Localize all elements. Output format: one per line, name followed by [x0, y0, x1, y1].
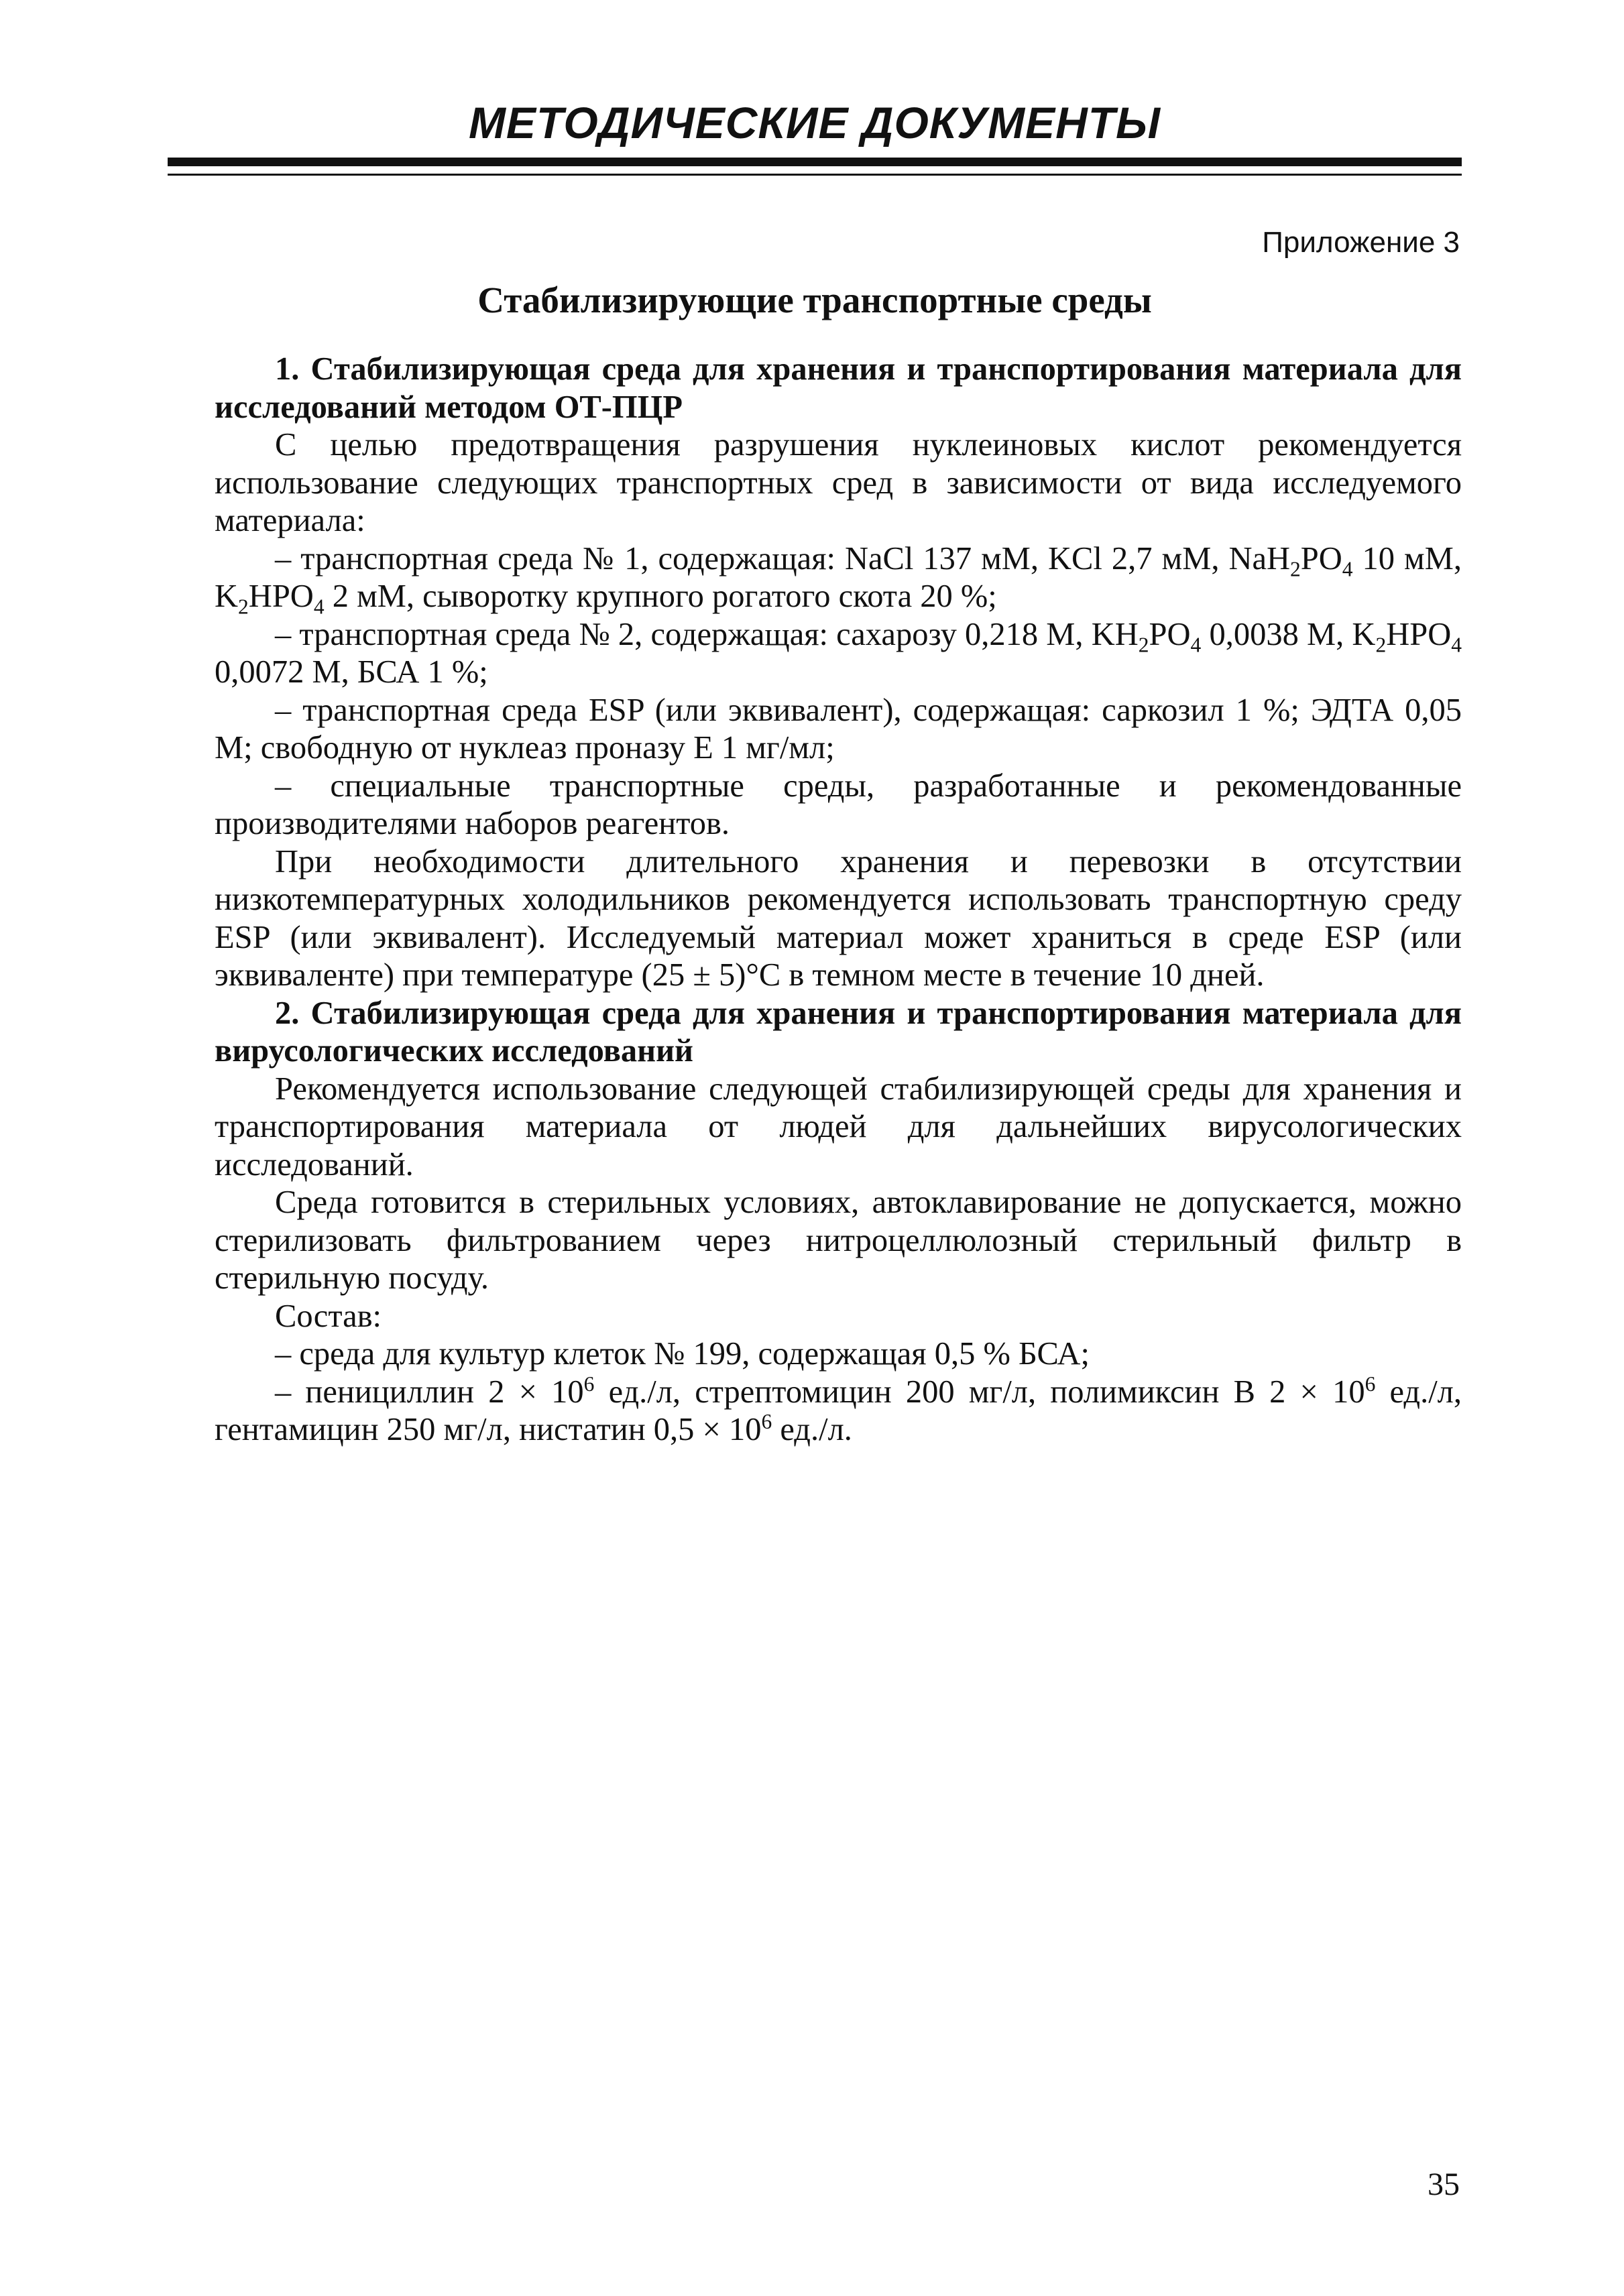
medium-2-sub-h: 4 — [1451, 633, 1462, 657]
medium-2-item — [215, 616, 1462, 692]
medium-2-text-c: PO — [1149, 616, 1191, 652]
document-body — [215, 351, 1462, 1449]
medium-2-sub-b: 2 — [1138, 633, 1149, 657]
medium-1-item — [215, 540, 1462, 619]
section-2-paragraph-2: Среда готовится в стерильных условиях, автоклавирование не допускается, можно стерилизовать фильтрованием через нитроцеллюлозный стерильный фильтр в стерильную посуду. — [215, 1185, 1462, 1296]
medium-2-text-i: 0,0072 М, БСА 1 %; — [215, 654, 488, 690]
page-number: 35 — [1428, 2167, 1460, 2202]
medium-1-text-a: – транспортная среда № 1, содержащая: NaCl 137 мМ, KCl 2,7 мМ, NaH — [275, 540, 1291, 577]
composition-label: Состав: — [275, 1298, 382, 1334]
section-2-paragraph-1: Рекомендуется использование следующей стабилизирующей среды для хранения и транспортирования материала от людей для дальнейших вирусологических исследований. — [215, 1071, 1462, 1183]
composition-2-sup-b: 6 — [583, 1372, 595, 1396]
running-header: МЕТОДИЧЕСКИЕ ДОКУМЕНТЫ — [468, 98, 1161, 147]
storage-note: При необходимости длительного хранения и перевозки в отсутствии низкотемпературных холодильников рекомендуется использовать транспортную среду ESP (или эквивалент). Исследуемый материал может храниться в среде ESP (или эквиваленте) при температуре (25 ± 5)°С в темном месте в течение 10 дней. — [215, 843, 1462, 993]
composition-2-sup-f: 6 — [761, 1409, 772, 1433]
medium-2-sub-f: 2 — [1375, 633, 1387, 657]
medium-1-text-c: PO — [1300, 540, 1342, 577]
composition-2-text-e: ед./л, гентамицин 250 мг/л, нистатин 0,5 × 10 — [215, 1374, 1462, 1447]
medium-1-sub-d: 4 — [1342, 557, 1353, 581]
composition-2-sup-d: 6 — [1365, 1372, 1376, 1396]
medium-2-text-a: – транспортная среда № 2, содержащая: сахарозу 0,218 М, KH — [275, 616, 1139, 652]
section-1-intro: С целью предотвращения разрушения нуклеиновых кислот рекомендуется использование следующих транспортных сред в зависимости от вида исследуемого материала: — [215, 427, 1462, 538]
document-title: Стабилизирующие транспортные среды — [477, 280, 1152, 320]
composition-item-2 — [215, 1374, 1462, 1449]
medium-1-text-g: HPO — [248, 579, 314, 614]
special-media-item: – специальные транспортные среды, разработанные и рекомендованные производителями наборов реагентов. — [215, 768, 1462, 841]
header-rule-thick — [168, 158, 1462, 166]
header-rule-thin — [168, 174, 1462, 176]
composition-2-text-a: – пенициллин 2 × 10 — [275, 1374, 584, 1410]
medium-2-sub-d: 4 — [1190, 633, 1202, 657]
medium-2-text-e: 0,0038 М, K — [1201, 616, 1376, 652]
medium-1-sub-f: 2 — [238, 595, 249, 619]
appendix-label: Приложение 3 — [1262, 226, 1460, 259]
medium-esp-item: – транспортная среда ESP (или эквивалент), содержащая: саркозил 1 %; ЭДТА 0,05 М; свободную от нуклеаз проназу Е 1 мг/мл; — [215, 692, 1462, 766]
section-2-heading: 2. Стабилизирующая среда для хранения и транспортирования материала для вирусологических исследований — [215, 995, 1462, 1069]
composition-item-1: – среда для культур клеток № 199, содержащая 0,5 % БСА; — [275, 1336, 1090, 1372]
medium-2-text-g: HPO — [1386, 616, 1452, 652]
composition-2-text-c: ед./л, стрептомицин 200 мг/л, полимиксин В 2 × 10 — [594, 1374, 1365, 1410]
composition-2-text-g: ед./л. — [772, 1412, 852, 1447]
medium-1-text-e: 10 мМ, K — [215, 540, 1462, 614]
medium-1-sub-b: 2 — [1290, 557, 1301, 581]
medium-1-text-i: 2 мМ, сыворотку крупного рогатого скота 20 %; — [324, 579, 997, 614]
medium-1-sub-h: 4 — [313, 595, 325, 619]
section-1-heading: 1. Стабилизирующая среда для хранения и транспортирования материала для исследований методом ОТ-ПЦР — [215, 351, 1462, 425]
